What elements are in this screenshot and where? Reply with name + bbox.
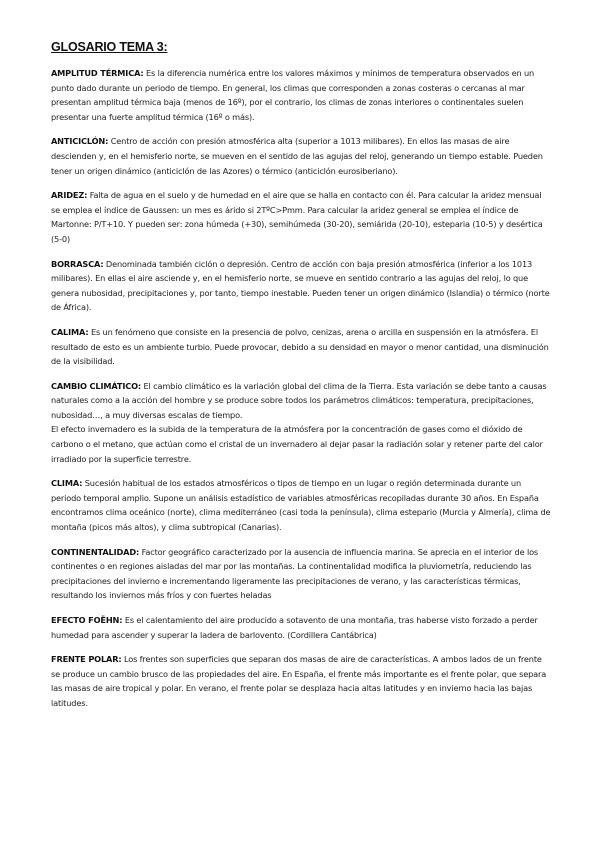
glossary-definition: Denominada también ciclón o depresión. Centro de acción con baja presión atmosférica (inferior a los 1013 milibares). En ellas el aire asciende y, en el hemisferio norte, se mueve en sentido contrario a las agujas del reloj, lo que genera nubosidad, precipitaciones y, por tanto, tiempo inestable. Pueden tener un origen dinámico (Islandia) o térmico (norte de África). [51, 258, 550, 313]
glossary-definition: Falta de agua en el suelo y de humedad en el aire que se halla en contacto con él. Para calcular la aridez mensual se emplea el índice de Gaussen: un mes es árido si 2TºC>Pmm. Para calcular la aridez general se emplea el índice de Martonne: P/T+10. Y pueden ser: zona húmeda (+30), semihúmeda (30-20), semiárida (20-10), esteparia (10-5) y desértica (5-0) [51, 190, 543, 244]
glossary-entry-aridez [51, 188, 551, 246]
glossary-definition: Centro de acción con presión atmosférica alta (superior a 1013 milibares). En ellos las masas de aire descienden y, en el hemisferio norte, se mueven en el sentido de las agujas del reloj, generando un tiempo estable. Pueden tener un origen dinámico (anticiclón de las Azores) o térmico (anticiclón eurosiberiano). [51, 136, 543, 176]
glossary-term: CAMBIO CLIMÁTICO: [51, 380, 142, 391]
glossary-entry-calima [51, 325, 551, 369]
glossary-term: CLIMA: [51, 478, 83, 489]
page-title: GLOSARIO TEMA 3: [51, 40, 168, 54]
entry-paragraph [51, 325, 551, 369]
glossary-term: ANTICICLÓN: [51, 136, 109, 147]
glossary-term: EFECTO FOËHN: [51, 615, 123, 625]
glossary-entry-clima [51, 476, 551, 534]
glossary-list [51, 66, 551, 721]
glossary-term: BORRASCA: [51, 258, 104, 269]
glossary-definition: Los frentes son superficies que separan dos masas de aire de características. A ambos lados de un frente se produce un cambio brusco de las propiedades del aire. En España, el frente más importante es el frente polar, que separa las masas de aire tropical y polar. En verano, el frente polar se desplaza hacia altas latitudes y en invierno hacia las bajas latitudes. [51, 654, 547, 708]
entry-paragraph [51, 613, 551, 642]
glossary-definition: Es un fenómeno que consiste en la presencia de polvo, cenizas, arena o arcilla en suspensión en la atmósfera. El resultado de esto es un ambiente turbio. Puede provocar, debido a su densidad en mayor o menor cantidad, una disminución de la visibilidad. [51, 326, 549, 367]
glossary-entry-cambio-climatico [51, 379, 551, 467]
glossary-entry-continentalidad [51, 545, 551, 603]
glossary-term: CONTINENTALIDAD: [51, 546, 140, 557]
glossary-definition: Es la diferencia numérica entre los valores máximos y mínimos de temperatura observados en un punto dado durante un periodo de tiempo. En general, los climas que corresponden a zonas costeras o cercanas al mar presentan amplitud térmica baja (menos de 16º), por el contrario, los climas de zonas interiores o continentales suelen presentar una fuerte amplitud térmica (16º o más). [51, 68, 535, 122]
entry-paragraph [51, 652, 551, 710]
glossary-term: FRENTE POLAR: [51, 654, 122, 665]
glossary-entry-borrasca [51, 257, 551, 315]
glossary-term: ARIDEZ: [51, 190, 88, 201]
glossary-entry-frente-polar [51, 652, 551, 710]
glossary-definition: Es el calentamiento del aire producido a sotavento de una montaña, tras haberse visto forzado a perder humedad para ascender y superar la ladera de barlovento. (Cordillera Cantábrica) [51, 615, 538, 640]
glossary-definition: Factor geográfico caracterizado por la ausencia de influencia marina. Se aprecia en el interior de los continentes o en regiones aisladas del mar por las montañas. La continentalidad modifica la pluviometría, reduciendo las precipitaciones del invierno e incrementando ligeramente las precipitaciones de verano, y las características térmicas, resultando los inviernos más fríos y con fuertes heladas [51, 546, 539, 601]
glossary-definition: El cambio climático es la variación global del clima de la Tierra. Esta variación se debe tanto a causas naturales como a la acción del hombre y se produce sobre todos los parámetros climáticos: temperatura, precipitaciones, nubosidad…, a muy diversas escalas de tiempo. [51, 380, 547, 420]
glossary-term: AMPLITUD TÉRMICA: [51, 68, 144, 78]
entry-paragraph [51, 257, 551, 315]
entry-paragraph [51, 545, 551, 603]
glossary-entry-efecto-foehn [51, 613, 551, 642]
glossary-entry-anticiclon [51, 134, 551, 178]
entry-paragraph [51, 379, 551, 423]
entry-paragraph [51, 476, 551, 534]
entry-extra-paragraph: El efecto invernadero es la subida de la temperatura de la atmósfera por la concentración de gases como el dióxido de carbono o el metano, que actúan como el cristal de un invernadero al dejar pasar la radiación solar y retener parte del calor irradiado por la superficie terrestre. [51, 424, 543, 464]
entry-paragraph [51, 66, 551, 124]
entry-paragraph [51, 134, 551, 178]
glossary-term: CALIMA: [51, 326, 89, 337]
entry-paragraph [51, 188, 551, 246]
glossary-definition: Sucesión habitual de los estados atmosféricos o tipos de tiempo en un lugar o región determinada durante un periodo temporal amplio. Supone un análisis estadístico de variables atmosféricas recopiladas durante 30 años. En España encontramos clima oceánico (norte), clima mediterráneo (casi toda la península), clima estepario (Murcia y Almería), clima de montaña (picos más altos), y clima subtropical (Canarias). [51, 478, 551, 533]
glossary-entry-amplitud-termica [51, 66, 551, 124]
